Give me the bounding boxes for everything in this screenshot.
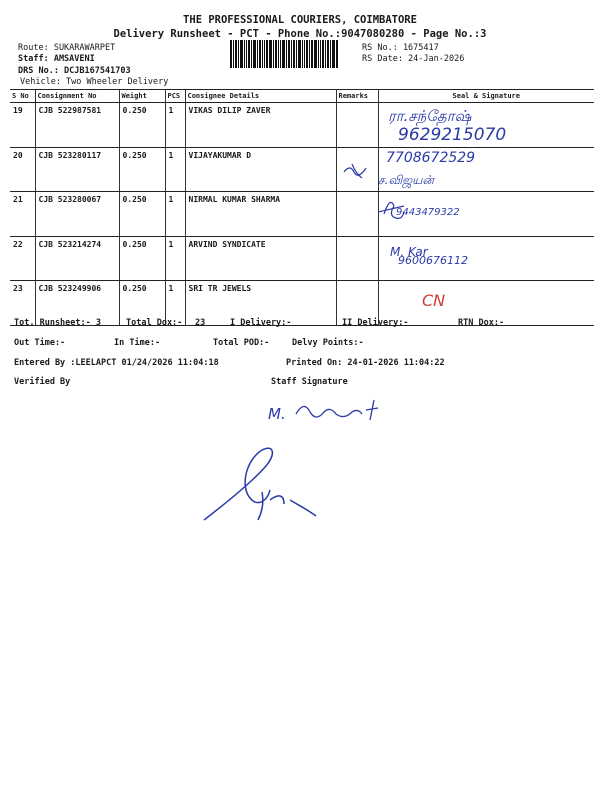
cell-sno: 20 [10,147,35,192]
entered-by: Entered By :LEELAPCT 01/24/2026 11:04:18 [14,358,219,368]
staff-signature-label: Staff Signature [271,377,348,387]
col-header-consignee: Consignee Details [185,90,336,103]
cell-consignment: CJB 523280117 [35,147,119,192]
drs-number: DRS No.: DCJB167541703 [18,66,131,76]
col-header-weight: Weight [119,90,165,103]
in-time: In Time:- [114,338,161,348]
row23-signature: CN [422,291,446,310]
col-header-remarks: Remarks [336,90,378,103]
cell-weight: 0.250 [119,103,165,148]
verified-signature-scribble [204,448,316,520]
cell-remarks [336,236,378,281]
vehicle-label: Vehicle: Two Wheeler Delivery [20,77,169,87]
cell-sno: 22 [10,236,35,281]
verified-by: Verified By [14,377,71,387]
runsheet-subtitle: Delivery Runsheet - PCT - Phone No.:9047080280 - Page No.:3 [113,28,487,40]
cell-pcs: 1 [165,103,185,148]
table-header-row [10,90,594,103]
rs-date: RS Date: 24-Jan-2026 [362,54,465,64]
cell-sno: 23 [10,281,35,326]
table-row [10,147,594,192]
total-dox-value: 23 [195,318,206,328]
route-label: Route: SUKARAWARPET [18,43,116,53]
cell-weight: 0.250 [119,236,165,281]
row22-signature-phone: 9600676112 [398,254,468,267]
staff-signature-text: M. [268,405,286,423]
cell-pcs: 1 [165,192,185,237]
barcode [230,40,357,68]
col-header-pcs: PCS [165,90,185,103]
staff-signature-scribble [296,400,378,420]
cell-remarks [336,147,378,192]
cell-seal [378,192,594,237]
row21-signature-phone: 9443479322 [396,207,460,218]
cell-pcs: 1 [165,147,185,192]
cell-consignment: CJB 523249906 [35,281,119,326]
table-row [10,192,594,237]
i-delivery: I Delivery:- [230,318,292,328]
cell-consignee: NIRMAL KUMAR SHARMA [185,192,336,237]
cell-sno: 19 [10,103,35,148]
rtn-dox: RTN Dox:- [458,318,505,328]
cell-consignment: CJB 523280067 [35,192,119,237]
row22-signature-name: M. Kar [390,245,428,259]
cell-seal [378,236,594,281]
cell-seal [378,147,594,192]
row19-signature-phone: 9629215070 [398,125,507,145]
total-dox-label: Total Dox:- [126,318,183,328]
out-time: Out Time:- [14,338,66,348]
delvy-points: Delvy Points:- [292,338,364,348]
rs-number: RS No.: 1675417 [362,43,439,53]
row20-signature-phone: 7708672529 [386,150,476,166]
cell-weight: 0.250 [119,281,165,326]
tot-runsheet: Tot. Runsheet:- 3 [14,318,101,328]
cell-weight: 0.250 [119,192,165,237]
cell-sno: 21 [10,192,35,237]
col-header-consignment: Consignment No [35,90,119,103]
ii-delivery: II Delivery:- [342,318,409,328]
cell-consignee: ARVIND SYNDICATE [185,236,336,281]
runsheet-table [10,89,594,326]
cell-weight: 0.250 [119,147,165,192]
table-row [10,103,594,148]
staff-label: Staff: AMSAVENI [18,54,95,64]
row20-signature-name: ச.விஜயன் [378,173,435,187]
col-header-seal: Seal & Signature [378,90,594,103]
col-header-sno: S No [10,90,35,103]
cell-consignee: VIJAYAKUMAR D [185,147,336,192]
cell-consignee: SRI TR JEWELS [185,281,336,326]
cell-remarks [336,103,378,148]
cell-remarks [336,192,378,237]
cell-seal [378,103,594,148]
company-title: THE PROFESSIONAL COURIERS, COIMBATORE [183,14,417,26]
cell-pcs: 1 [165,281,185,326]
cell-consignment: CJB 523214274 [35,236,119,281]
cell-pcs: 1 [165,236,185,281]
printed-on: Printed On: 24-01-2026 11:04:22 [286,358,445,368]
cell-consignee: VIKAS DILIP ZAVER [185,103,336,148]
total-pod: Total POD:- [213,338,270,348]
table-row [10,236,594,281]
cell-consignment: CJB 522987581 [35,103,119,148]
row19-signature-name: ரா.சந்தோஷ் [388,107,472,125]
